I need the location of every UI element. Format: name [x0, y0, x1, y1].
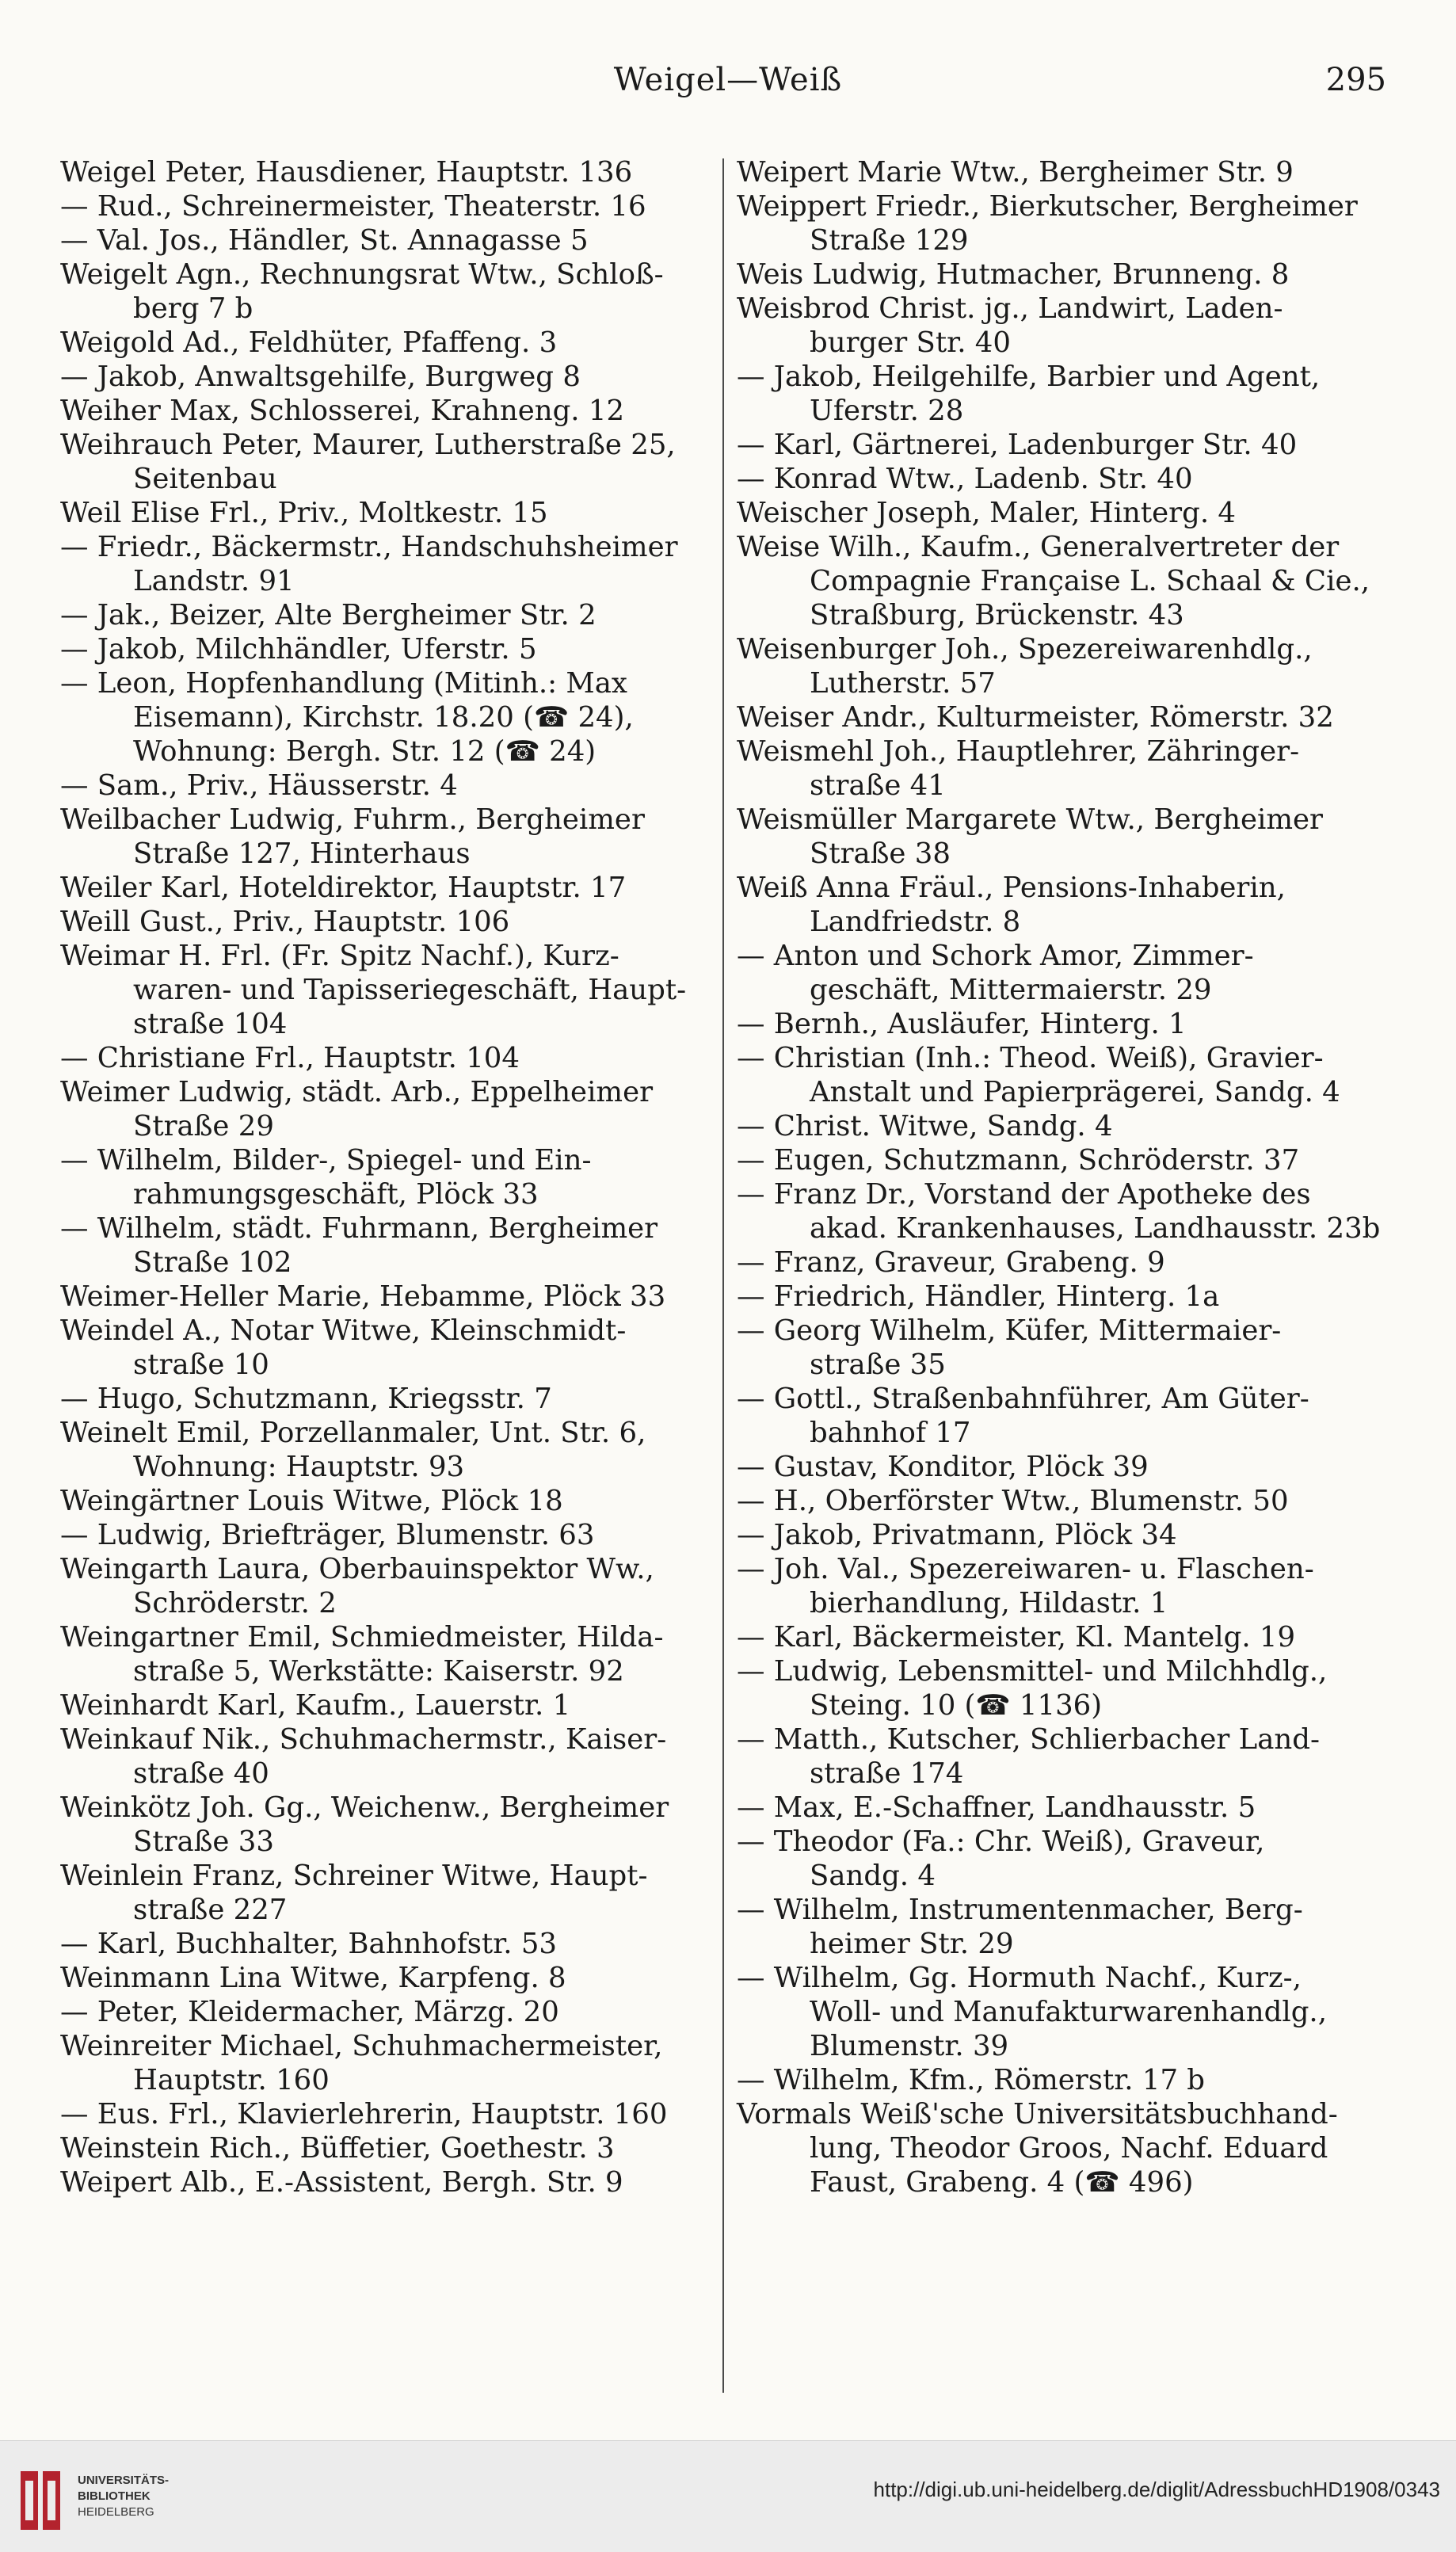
- directory-entry-line: Weinlein Franz, Schreiner Witwe, Haupt-: [60, 1860, 648, 1892]
- page-number: 295: [1325, 62, 1386, 98]
- directory-entry-line: — Konrad Wtw., Ladenb. Str. 40: [737, 463, 1193, 495]
- directory-entry-line: Weimer Ludwig, städt. Arb., Eppelheimer: [60, 1076, 654, 1108]
- entry-continuation-line: straße 227: [133, 1894, 288, 1926]
- entry-continuation-line: straße 174: [810, 1757, 964, 1790]
- directory-entry-line: — Friedrich, Händler, Hinterg. 1a: [737, 1280, 1220, 1313]
- entry-continuation-line: Wohnung: Hauptstr. 93: [133, 1451, 465, 1483]
- directory-entry-line: — Hugo, Schutzmann, Kriegsstr. 7: [60, 1383, 552, 1415]
- directory-entry-line: Weisbrod Christ. jg., Landwirt, Laden-: [737, 292, 1283, 325]
- directory-entry-line: — Leon, Hopfenhandlung (Mitinh.: Max: [60, 667, 627, 700]
- directory-entry-line: — Anton und Schork Amor, Zimmer-: [737, 940, 1254, 972]
- entry-continuation-line: Hauptstr. 160: [133, 2064, 330, 2096]
- directory-entry-line: Weinmann Lina Witwe, Karpfeng. 8: [60, 1962, 566, 1994]
- directory-entry-line: — Karl, Buchhalter, Bahnhofstr. 53: [60, 1928, 558, 1960]
- entry-continuation-line: rahmungsgeschäft, Plöck 33: [133, 1178, 539, 1211]
- directory-entry-line: — Karl, Gärtnerei, Ladenburger Str. 40: [737, 429, 1298, 461]
- directory-entry-line: — Eugen, Schutzmann, Schröderstr. 37: [737, 1144, 1300, 1177]
- entry-continuation-line: Straße 33: [133, 1825, 274, 1858]
- directory-entry-line: — Joh. Val., Spezereiwaren- u. Flaschen-: [737, 1553, 1314, 1585]
- entry-continuation-line: straße 40: [133, 1757, 269, 1790]
- entry-continuation-line: berg 7 b: [133, 292, 253, 325]
- directory-entry-line: Weinkauf Nik., Schuhmachermstr., Kaiser-: [60, 1723, 667, 1756]
- entry-continuation-line: burger Str. 40: [810, 326, 1011, 359]
- entry-continuation-line: Steing. 10 (☎ 1136): [810, 1689, 1103, 1722]
- entry-continuation-line: Landfriedstr. 8: [810, 906, 1021, 938]
- directory-entry-line: — Gustav, Konditor, Plöck 39: [737, 1451, 1149, 1483]
- page-title: Weigel—Weiß: [613, 62, 843, 98]
- entry-continuation-line: Straße 38: [810, 837, 951, 870]
- directory-entry-line: — Wilhelm, Bilder-, Spiegel- und Ein-: [60, 1144, 592, 1177]
- right-column: [737, 155, 1394, 2199]
- directory-entry-line: — Jakob, Anwaltsgehilfe, Burgweg 8: [60, 360, 581, 393]
- library-logo[interactable]: [17, 2465, 192, 2536]
- directory-entry-line: Weigel Peter, Hausdiener, Hauptstr. 136: [60, 156, 633, 189]
- directory-entry-line: — Jakob, Milchhändler, Uferstr. 5: [60, 633, 537, 666]
- directory-entry-line: — Gottl., Straßenbahnführer, Am Güter-: [737, 1383, 1309, 1415]
- directory-entry-line: — Bernh., Ausläufer, Hinterg. 1: [737, 1008, 1187, 1040]
- entry-continuation-line: straße 35: [810, 1348, 946, 1381]
- entry-continuation-line: Wohnung: Bergh. Str. 12 (☎ 24): [133, 735, 597, 768]
- directory-entry-line: — Rud., Schreinermeister, Theaterstr. 16: [60, 190, 646, 223]
- running-head: [0, 62, 1456, 109]
- entry-continuation-line: Landstr. 91: [133, 565, 295, 597]
- entry-continuation-line: straße 104: [133, 1008, 288, 1040]
- viewer-footer: [0, 2440, 1456, 2552]
- directory-entry-line: — Sam., Priv., Häusserstr. 4: [60, 769, 458, 802]
- directory-entry-line: — Wilhelm, Gg. Hormuth Nachf., Kurz-,: [737, 1962, 1302, 1994]
- directory-entry-line: Weiler Karl, Hoteldirektor, Hauptstr. 17: [60, 872, 627, 904]
- directory-entry-line: — Jakob, Privatmann, Plöck 34: [737, 1519, 1177, 1551]
- entry-continuation-line: heimer Str. 29: [810, 1928, 1014, 1960]
- source-url-link[interactable]: http://digi.ub.uni-heidelberg.de/diglit/AdressbuchHD1908/0343: [873, 2478, 1440, 2501]
- directory-entry-line: — Ludwig, Lebensmittel- und Milchhdlg.,: [737, 1655, 1328, 1688]
- entry-continuation-line: Compagnie Française L. Schaal & Cie.,: [810, 565, 1370, 597]
- entry-continuation-line: Uferstr. 28: [810, 395, 964, 427]
- entry-continuation-line: Faust, Grabeng. 4 (☎ 496): [810, 2166, 1194, 2199]
- directory-entry-line: Weiß Anna Fräul., Pensions-Inhaberin,: [737, 872, 1286, 904]
- directory-entry-line: Weill Gust., Priv., Hauptstr. 106: [60, 906, 510, 938]
- directory-entry-line: Vormals Weiß'sche Universitätsbuchhand-: [737, 2098, 1338, 2130]
- directory-entry-line: Weindel A., Notar Witwe, Kleinschmidt-: [60, 1314, 627, 1347]
- directory-entry-line: — Friedr., Bäckermstr., Handschuhsheimer: [60, 531, 678, 563]
- column-divider: [722, 158, 724, 2393]
- directory-entry-line: — Wilhelm, Kfm., Römerstr. 17 b: [737, 2064, 1206, 2096]
- directory-entry-line: — Wilhelm, Instrumentenmacher, Berg-: [737, 1894, 1303, 1926]
- entry-continuation-line: lung, Theodor Groos, Nachf. Eduard: [810, 2132, 1328, 2165]
- directory-entry-line: — Wilhelm, städt. Fuhrmann, Bergheimer: [60, 1212, 658, 1245]
- directory-entry-line: — Val. Jos., Händler, St. Annagasse 5: [60, 224, 589, 257]
- directory-entry-line: Weisenburger Joh., Spezereiwarenhdlg.,: [737, 633, 1313, 666]
- directory-entry-line: Weinstein Rich., Büffetier, Goethestr. 3: [60, 2132, 615, 2165]
- entry-continuation-line: Straße 127, Hinterhaus: [133, 837, 471, 870]
- directory-entry-line: Weinhardt Karl, Kaufm., Lauerstr. 1: [60, 1689, 571, 1722]
- directory-entry-line: Weismehl Joh., Hauptlehrer, Zähringer-: [737, 735, 1300, 768]
- library-seal-icon: [17, 2465, 68, 2536]
- directory-entry-line: Weismüller Margarete Wtw., Bergheimer: [737, 803, 1324, 836]
- directory-entry-line: Weippert Friedr., Bierkutscher, Bergheimer: [737, 190, 1358, 223]
- directory-entry-line: — Franz, Graveur, Grabeng. 9: [737, 1246, 1165, 1279]
- directory-entry-line: Weiher Max, Schlosserei, Krahneng. 12: [60, 395, 625, 427]
- entry-continuation-line: Lutherstr. 57: [810, 667, 996, 700]
- directory-entry-line: Weinelt Emil, Porzellanmaler, Unt. Str. 6,: [60, 1417, 646, 1449]
- library-name-line1: UNIVERSITÄTS-: [78, 2474, 170, 2487]
- directory-entry-line: Weise Wilh., Kaufm., Generalvertreter der: [737, 531, 1340, 563]
- entry-continuation-line: bahnhof 17: [810, 1417, 971, 1449]
- directory-entry-line: Weinkötz Joh. Gg., Weichenw., Bergheimer: [60, 1791, 669, 1824]
- directory-entry-line: — Franz Dr., Vorstand der Apotheke des: [737, 1178, 1311, 1211]
- entry-continuation-line: Straße 29: [133, 1110, 274, 1142]
- library-name-line2: BIBLIOTHEK: [78, 2489, 151, 2503]
- directory-entry-line: Weingarth Laura, Oberbauinspektor Ww.,: [60, 1553, 654, 1585]
- entry-continuation-line: Eisemann), Kirchstr. 18.20 (☎ 24),: [133, 701, 634, 734]
- entry-continuation-line: straße 5, Werkstätte: Kaiserstr. 92: [133, 1655, 624, 1688]
- entry-continuation-line: geschäft, Mittermaierstr. 29: [810, 974, 1212, 1006]
- directory-entry-line: — Peter, Kleidermacher, Märzg. 20: [60, 1996, 559, 2028]
- directory-entry-line: Weigelt Agn., Rechnungsrat Wtw., Schloß-: [60, 258, 664, 291]
- entry-continuation-line: akad. Krankenhauses, Landhausstr. 23b: [810, 1212, 1381, 1245]
- directory-entry-line: Weimer-Heller Marie, Hebamme, Plöck 33: [60, 1280, 666, 1313]
- entry-continuation-line: waren- und Tapisseriegeschäft, Haupt-: [133, 974, 687, 1006]
- entry-continuation-line: Straße 102: [133, 1246, 292, 1279]
- directory-entry-line: Weis Ludwig, Hutmacher, Brunneng. 8: [737, 258, 1290, 291]
- entry-continuation-line: Sandg. 4: [810, 1860, 936, 1892]
- directory-entry-line: — Jakob, Heilgehilfe, Barbier und Agent,: [737, 360, 1321, 393]
- directory-entry-line: — Christian (Inh.: Theod. Weiß), Gravier-: [737, 1042, 1324, 1074]
- entry-continuation-line: bierhandlung, Hildastr. 1: [810, 1587, 1168, 1619]
- entry-continuation-line: Straßburg, Brückenstr. 43: [810, 599, 1184, 631]
- directory-entry-line: — Theodor (Fa.: Chr. Weiß), Graveur,: [737, 1825, 1265, 1858]
- directory-entry-line: — Christiane Frl., Hauptstr. 104: [60, 1042, 520, 1074]
- directory-entry-line: Weipert Alb., E.-Assistent, Bergh. Str. 9: [60, 2166, 623, 2199]
- left-column: [60, 155, 710, 2199]
- entry-continuation-line: Seitenbau: [133, 463, 277, 495]
- directory-entry-line: Weischer Joseph, Maler, Hinterg. 4: [737, 497, 1236, 529]
- directory-entry-line: Weil Elise Frl., Priv., Moltkestr. 15: [60, 497, 548, 529]
- directory-entry-line: Weinreiter Michael, Schuhmachermeister,: [60, 2030, 663, 2062]
- entry-continuation-line: Woll- und Manufakturwarenhandlg.,: [810, 1996, 1327, 2028]
- directory-entry-line: — Christ. Witwe, Sandg. 4: [737, 1110, 1113, 1142]
- directory-entry-line: — Ludwig, Briefträger, Blumenstr. 63: [60, 1519, 595, 1551]
- entry-continuation-line: Blumenstr. 39: [810, 2030, 1009, 2062]
- directory-entry-line: — Matth., Kutscher, Schlierbacher Land-: [737, 1723, 1321, 1756]
- directory-entry-line: Weingärtner Louis Witwe, Plöck 18: [60, 1485, 563, 1517]
- directory-entry-line: — Max, E.-Schaffner, Landhausstr. 5: [737, 1791, 1256, 1824]
- library-name-line3: HEIDELBERG: [78, 2505, 154, 2519]
- directory-entry-line: Weiser Andr., Kulturmeister, Römerstr. 32: [737, 701, 1334, 734]
- directory-entry-line: — Jak., Beizer, Alte Bergheimer Str. 2: [60, 599, 597, 631]
- entry-continuation-line: Schröderstr. 2: [133, 1587, 337, 1619]
- directory-entry-line: Weilbacher Ludwig, Fuhrm., Bergheimer: [60, 803, 645, 836]
- directory-entry-line: — H., Oberförster Wtw., Blumenstr. 50: [737, 1485, 1289, 1517]
- entry-continuation-line: straße 41: [810, 769, 946, 802]
- directory-entry-line: — Eus. Frl., Klavierlehrerin, Hauptstr. 160: [60, 2098, 668, 2130]
- directory-entry-line: Weigold Ad., Feldhüter, Pfaffeng. 3: [60, 326, 558, 359]
- library-name: [78, 2473, 169, 2520]
- directory-entry-line: — Karl, Bäckermeister, Kl. Mantelg. 19: [737, 1621, 1296, 1654]
- directory-entry-line: Weimar H. Frl. (Fr. Spitz Nachf.), Kurz-: [60, 940, 619, 972]
- directory-entry-line: — Georg Wilhelm, Küfer, Mittermaier-: [737, 1314, 1282, 1347]
- directory-entry-line: Weihrauch Peter, Maurer, Lutherstraße 25,: [60, 429, 676, 461]
- entry-continuation-line: straße 10: [133, 1348, 269, 1381]
- entry-continuation-line: Straße 129: [810, 224, 969, 257]
- directory-entry-line: Weingartner Emil, Schmiedmeister, Hilda-: [60, 1621, 664, 1654]
- directory-entry-line: Weipert Marie Wtw., Bergheimer Str. 9: [737, 156, 1294, 189]
- entry-continuation-line: Anstalt und Papierprägerei, Sandg. 4: [810, 1076, 1340, 1108]
